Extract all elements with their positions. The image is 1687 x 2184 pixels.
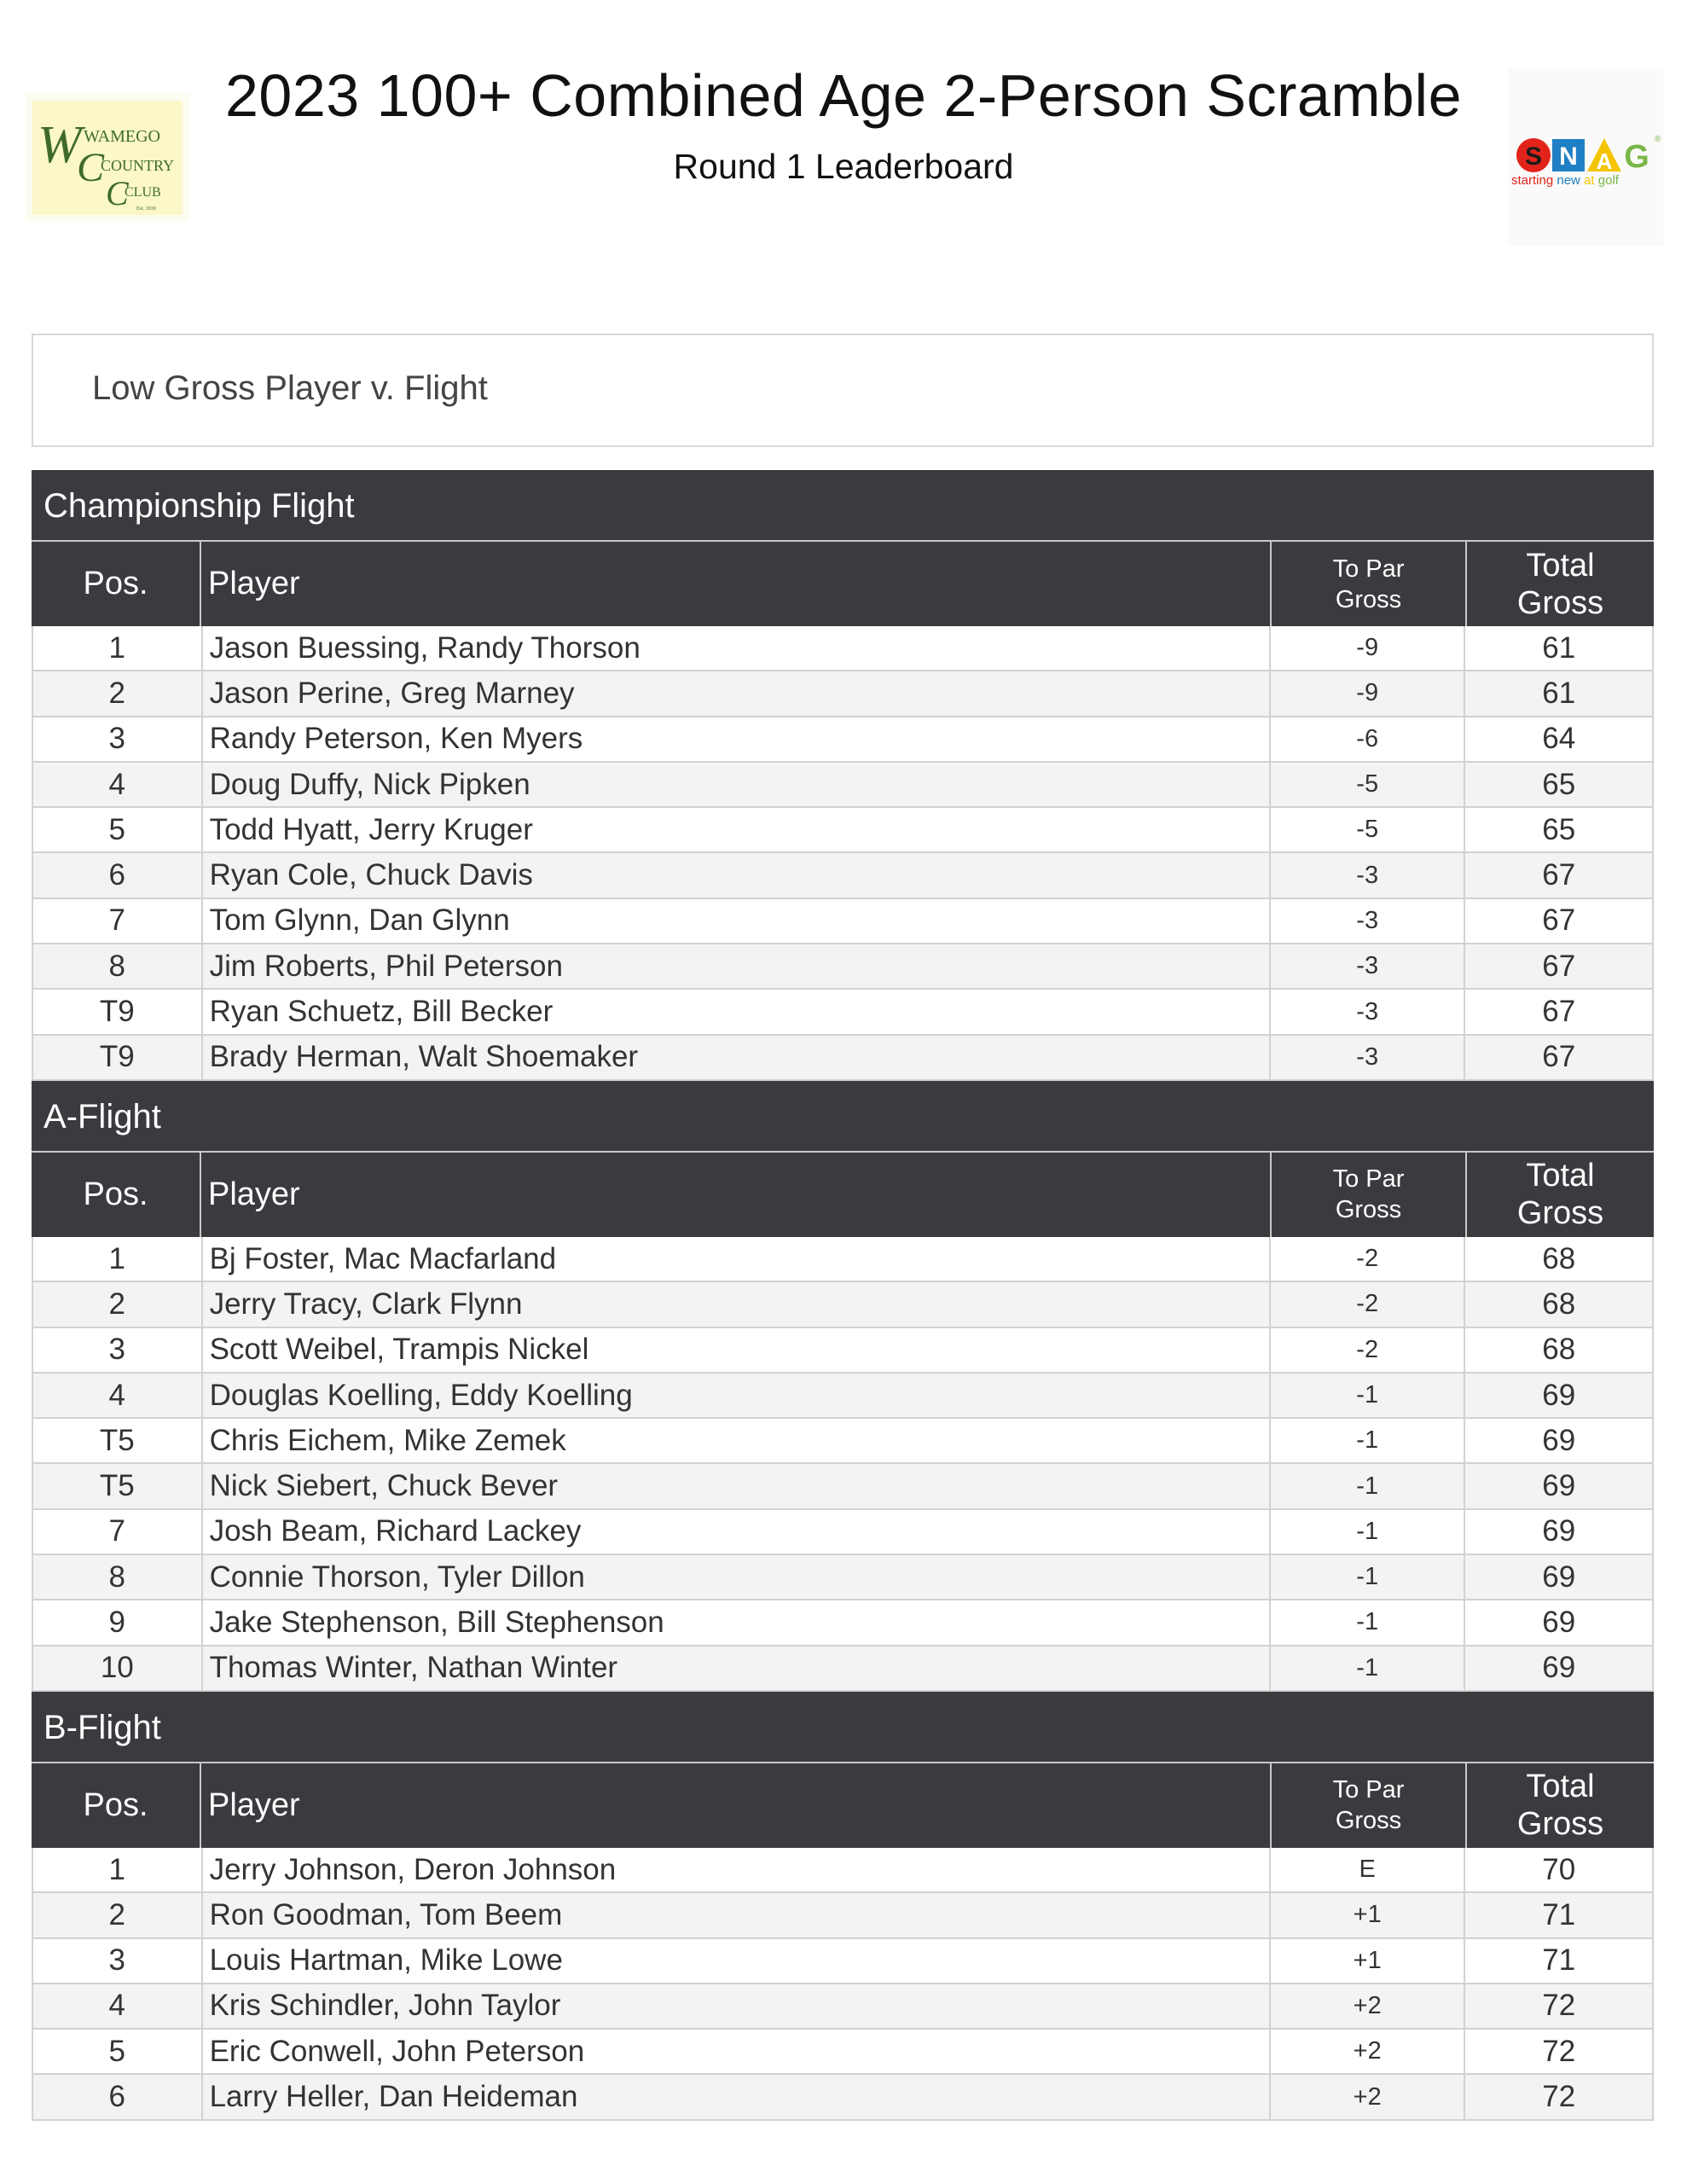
- svg-text:C: C: [106, 174, 129, 212]
- cell-total-gross: 64: [1542, 722, 1576, 756]
- column-header-player[interactable]: Player: [201, 1763, 1272, 1848]
- cell-to-par-gross: -2: [1271, 1237, 1466, 1281]
- logo-text-country: COUNTRY: [101, 157, 175, 174]
- cell-total-gross: 69: [1542, 1651, 1576, 1685]
- table-row[interactable]: [32, 2075, 1654, 2120]
- cell-pos: 2: [33, 671, 203, 715]
- cell-pos: 2: [33, 1893, 203, 1937]
- table-row[interactable]: [32, 1419, 1654, 1464]
- cell-pos: 1: [33, 1237, 203, 1281]
- flight-title: A-Flight: [32, 1081, 1654, 1153]
- cell-to-par-gross: -2: [1271, 1282, 1466, 1326]
- cell-player[interactable]: Jason Buessing, Randy Thorson: [203, 626, 1271, 670]
- table-header-row: [32, 542, 1654, 626]
- flight-section: [32, 470, 1654, 1081]
- cell-player[interactable]: Tom Glynn, Dan Glynn: [203, 899, 1271, 943]
- flight-title: B-Flight: [32, 1692, 1654, 1763]
- cell-pos: 3: [33, 1939, 203, 1983]
- cell-to-par-gross: +1: [1271, 1893, 1466, 1937]
- snag-logo-graphic: [1508, 68, 1663, 246]
- cell-to-par-gross: -5: [1271, 808, 1466, 851]
- cell-total-gross: 65: [1542, 767, 1576, 801]
- column-header-to-par-gross[interactable]: To Par Gross: [1272, 1153, 1467, 1237]
- cell-player[interactable]: Kris Schindler, John Taylor: [203, 1984, 1271, 2028]
- snag-letter-s: S: [1524, 142, 1543, 171]
- cell-pos: 6: [33, 2075, 203, 2118]
- cell-total-gross: 67: [1542, 1040, 1576, 1074]
- cell-player[interactable]: Ryan Schuetz, Bill Becker: [203, 990, 1271, 1033]
- cell-to-par-gross: -1: [1271, 1510, 1466, 1554]
- cell-player[interactable]: Scott Weibel, Trampis Nickel: [203, 1328, 1271, 1372]
- snag-tagline: starting new at golf: [1511, 173, 1619, 188]
- column-header-pos[interactable]: Pos.: [32, 1763, 201, 1848]
- cell-to-par-gross: -3: [1271, 853, 1466, 897]
- cell-to-par-gross: +1: [1271, 1939, 1466, 1983]
- cell-to-par-gross: +2: [1271, 1984, 1466, 2028]
- cell-player[interactable]: Todd Hyatt, Jerry Kruger: [203, 808, 1271, 851]
- table-row[interactable]: [32, 1984, 1654, 2030]
- cell-pos: T9: [33, 990, 203, 1033]
- cell-total-gross: 68: [1542, 1287, 1576, 1321]
- cell-player[interactable]: Louis Hartman, Mike Lowe: [203, 1939, 1271, 1983]
- cell-pos: 10: [33, 1647, 203, 1690]
- cell-pos: 2: [33, 1282, 203, 1326]
- page-subtitle: Round 1 Leaderboard: [673, 147, 1014, 186]
- table-row[interactable]: [32, 671, 1654, 717]
- snag-letter-g: G: [1624, 139, 1649, 175]
- table-row[interactable]: [32, 1374, 1654, 1419]
- cell-player[interactable]: Ryan Cole, Chuck Davis: [203, 853, 1271, 897]
- cell-player[interactable]: Ron Goodman, Tom Beem: [203, 1893, 1271, 1937]
- cell-to-par-gross: -9: [1271, 626, 1466, 670]
- cell-to-par-gross: +2: [1271, 2030, 1466, 2073]
- table-row[interactable]: [32, 1893, 1654, 1938]
- cell-total-gross: 65: [1542, 812, 1576, 846]
- cell-pos: 1: [33, 1848, 203, 1891]
- table-row[interactable]: [32, 1848, 1654, 1893]
- cell-pos: 5: [33, 808, 203, 851]
- cell-to-par-gross: -5: [1271, 763, 1466, 806]
- cell-pos: 4: [33, 1984, 203, 2028]
- table-header-row: [32, 1153, 1654, 1237]
- leaderboard-tables: [32, 470, 1654, 2121]
- table-row[interactable]: [32, 853, 1654, 898]
- cell-total-gross: 61: [1542, 676, 1576, 710]
- table-row[interactable]: [32, 1600, 1654, 1646]
- cell-pos: T5: [33, 1419, 203, 1462]
- table-row[interactable]: [32, 1555, 1654, 1600]
- cell-total-gross: 72: [1542, 1989, 1576, 2023]
- table-row[interactable]: [32, 626, 1654, 671]
- cell-pos: 7: [33, 1510, 203, 1554]
- cell-pos: 3: [33, 717, 203, 761]
- flight-section: [32, 1081, 1654, 1692]
- column-header-total-gross[interactable]: Total Gross: [1516, 547, 1604, 621]
- cell-total-gross: 68: [1542, 1241, 1576, 1275]
- cell-pos: 4: [33, 1374, 203, 1417]
- logo-text-club: CLUB: [125, 185, 161, 200]
- cell-player[interactable]: Doug Duffy, Nick Pipken: [203, 763, 1271, 806]
- cell-total-gross: 67: [1542, 858, 1576, 892]
- cell-player[interactable]: Josh Beam, Richard Lackey: [203, 1510, 1271, 1554]
- cell-to-par-gross: -6: [1271, 717, 1466, 761]
- column-header-player[interactable]: Player: [201, 542, 1272, 626]
- table-row[interactable]: [32, 1939, 1654, 1984]
- table-row[interactable]: [32, 1282, 1654, 1327]
- cell-to-par-gross: +2: [1271, 2075, 1466, 2118]
- logo-text-est: Est. 1930: [136, 206, 156, 212]
- table-row[interactable]: [32, 1036, 1654, 1081]
- cell-player[interactable]: Eric Conwell, John Peterson: [203, 2030, 1271, 2073]
- cell-total-gross: 72: [1542, 2080, 1576, 2114]
- svg-text:W: W: [38, 116, 82, 174]
- flight-title: Championship Flight: [32, 470, 1654, 542]
- cell-to-par-gross: -3: [1271, 899, 1466, 943]
- table-row[interactable]: [32, 1464, 1654, 1509]
- column-header-pos[interactable]: Pos.: [32, 542, 201, 626]
- page-title: 2023 100+ Combined Age 2-Person Scramble: [224, 62, 1463, 129]
- flight-section: [32, 1692, 1654, 2121]
- table-row[interactable]: [32, 1237, 1654, 1282]
- cell-total-gross: 69: [1542, 1605, 1576, 1639]
- cell-pos: T9: [33, 1036, 203, 1079]
- table-row[interactable]: [32, 990, 1654, 1035]
- cell-player[interactable]: Jerry Johnson, Deron Johnson: [203, 1848, 1271, 1891]
- cell-total-gross: 67: [1542, 995, 1576, 1029]
- table-row[interactable]: [32, 1328, 1654, 1374]
- table-body: [32, 1237, 1654, 1692]
- cell-player[interactable]: Randy Peterson, Ken Myers: [203, 717, 1271, 761]
- cell-total-gross: 67: [1542, 949, 1576, 983]
- cell-pos: 9: [33, 1600, 203, 1644]
- cell-pos: 8: [33, 944, 203, 988]
- cell-player[interactable]: Jason Perine, Greg Marney: [203, 671, 1271, 715]
- table-row[interactable]: [32, 763, 1654, 808]
- cell-pos: 1: [33, 626, 203, 670]
- cell-to-par-gross: -9: [1271, 671, 1466, 715]
- cell-total-gross: 67: [1542, 903, 1576, 938]
- cell-player[interactable]: Jake Stephenson, Bill Stephenson: [203, 1600, 1271, 1644]
- table-row[interactable]: [32, 944, 1654, 990]
- cell-to-par-gross: -1: [1271, 1555, 1466, 1599]
- column-header-to-par-gross[interactable]: To Par Gross: [1272, 542, 1467, 626]
- cell-to-par-gross: -1: [1271, 1374, 1466, 1417]
- table-header-row: [32, 1763, 1654, 1848]
- snag-letter-n: N: [1559, 142, 1578, 171]
- page-header: [0, 0, 1687, 256]
- cell-to-par-gross: -1: [1271, 1464, 1466, 1507]
- cell-player[interactable]: Chris Eichem, Mike Zemek: [203, 1419, 1271, 1462]
- snag-logo: [1508, 68, 1663, 246]
- column-header-pos[interactable]: Pos.: [32, 1153, 201, 1237]
- cell-pos: 3: [33, 1328, 203, 1372]
- cell-pos: 8: [33, 1555, 203, 1599]
- cell-player[interactable]: Thomas Winter, Nathan Winter: [203, 1647, 1271, 1690]
- cell-to-par-gross: -3: [1271, 990, 1466, 1033]
- cell-pos: 5: [33, 2030, 203, 2073]
- table-row[interactable]: [32, 1647, 1654, 1692]
- cell-to-par-gross: -2: [1271, 1328, 1466, 1372]
- filter-label: Low Gross Player v. Flight: [92, 369, 488, 407]
- table-row[interactable]: [32, 717, 1654, 763]
- cell-total-gross: 61: [1542, 630, 1576, 665]
- cell-player[interactable]: Jerry Tracy, Clark Flynn: [203, 1282, 1271, 1326]
- table-row[interactable]: [32, 899, 1654, 944]
- cell-total-gross: 69: [1542, 1423, 1576, 1457]
- cell-total-gross: 68: [1542, 1333, 1576, 1367]
- column-header-total-gross[interactable]: Total Gross: [1516, 1158, 1604, 1232]
- cell-player[interactable]: Douglas Koelling, Eddy Koelling: [203, 1374, 1271, 1417]
- cell-to-par-gross: -1: [1271, 1600, 1466, 1644]
- cell-total-gross: 69: [1542, 1378, 1576, 1412]
- filter-selector[interactable]: [32, 334, 1654, 447]
- snag-letter-a: A: [1596, 148, 1613, 174]
- table-body: [32, 626, 1654, 1081]
- cell-total-gross: 69: [1542, 1560, 1576, 1594]
- table-row[interactable]: [32, 808, 1654, 853]
- cell-player[interactable]: Bj Foster, Mac Macfarland: [203, 1237, 1271, 1281]
- cell-pos: 6: [33, 853, 203, 897]
- cell-player[interactable]: Brady Herman, Walt Shoemaker: [203, 1036, 1271, 1079]
- cell-player[interactable]: Jim Roberts, Phil Peterson: [203, 944, 1271, 988]
- table-body: [32, 1848, 1654, 2121]
- column-header-total-gross[interactable]: Total Gross: [1516, 1769, 1604, 1843]
- cell-total-gross: 69: [1542, 1469, 1576, 1503]
- cell-to-par-gross: E: [1271, 1848, 1466, 1891]
- cell-total-gross: 70: [1542, 1852, 1576, 1886]
- cell-player[interactable]: Larry Heller, Dan Heideman: [203, 2075, 1271, 2118]
- cell-player[interactable]: Nick Siebert, Chuck Bever: [203, 1464, 1271, 1507]
- table-row[interactable]: [32, 1510, 1654, 1555]
- svg-text:C: C: [77, 145, 105, 190]
- cell-to-par-gross: -1: [1271, 1419, 1466, 1462]
- cell-pos: 7: [33, 899, 203, 943]
- cell-total-gross: 71: [1542, 1943, 1576, 1978]
- cell-total-gross: 72: [1542, 2034, 1576, 2068]
- cell-total-gross: 69: [1542, 1514, 1576, 1548]
- snag-registered-mark: ®: [1655, 135, 1661, 144]
- column-header-to-par-gross[interactable]: To Par Gross: [1272, 1763, 1467, 1848]
- cell-to-par-gross: -1: [1271, 1647, 1466, 1690]
- cell-player[interactable]: Connie Thorson, Tyler Dillon: [203, 1555, 1271, 1599]
- cell-total-gross: 71: [1542, 1897, 1576, 1931]
- table-row[interactable]: [32, 2030, 1654, 2075]
- cell-to-par-gross: -3: [1271, 1036, 1466, 1079]
- cell-to-par-gross: -3: [1271, 944, 1466, 988]
- logo-text-wamego: WAMEGO: [84, 127, 160, 146]
- cell-pos: 4: [33, 763, 203, 806]
- column-header-player[interactable]: Player: [201, 1153, 1272, 1237]
- cell-pos: T5: [33, 1464, 203, 1507]
